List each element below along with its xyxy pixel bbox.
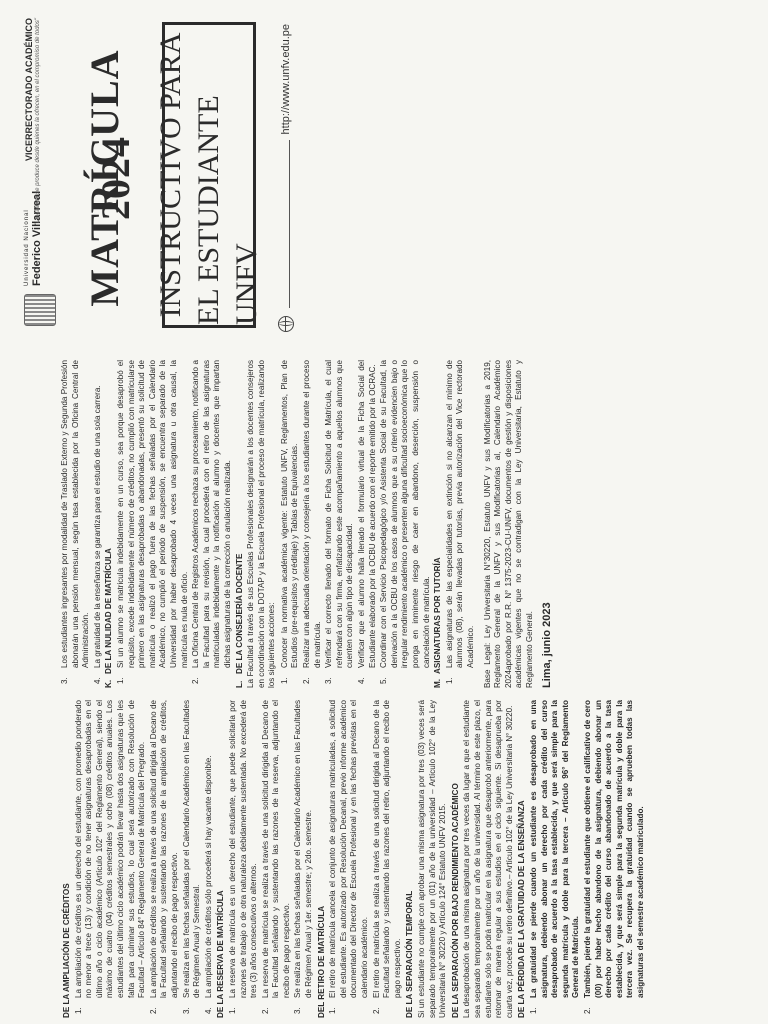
- list-item: 1. Las asignaturas de las especialidades en extinción si no alcanzan el mínimo de alumnos (08), serán llevadas por tutorías, previa autorización del Vice rectorado Académico.: [444, 360, 475, 684]
- instructivo-title-box: [154, 22, 263, 328]
- section-title: K. DE LA NULIDAD DE MATRÍCULA: [104, 548, 114, 688]
- title-box-line: INSTRUCTIVO PARA: [154, 32, 187, 318]
- page-title: MATRÍCULA 2024: [82, 49, 138, 307]
- list-item: 2. Realizar una adecuada orientación y consejería a los estudiantes durante el proceso de matrícula.: [302, 360, 322, 684]
- base-legal: Base Legal: Ley Universitaria N°30220, Estatuto UNFV y sus Modificatorias a 2019, Reglamento General de la UNFV y sus Modificatorias al, Calendario Académico 2024aprobado por R.R. N° 1375-2023-CU-UNFV, documentos de gestión y disposiciones académicas vigentes que no se contradigan con la Ley Universitaria, Estatuto y Reglamento General.: [482, 360, 534, 688]
- list-item: 2. La Oficina Central de Registros Académicos rechaza su procesamiento, notificando a la Facultad para su revisión, la cual procederá con el retiro de las asignaturas matriculadas indebidamente y la notificación al alumno y docentes que impartan dichas asignaturas de la corrección o anulación realizada.: [191, 360, 232, 684]
- website-row: [278, 24, 294, 332]
- list-item: 4. Verificar que el alumno halla llenado el formulario virtual de la Ficha Social del Estudiante elaborado por la OCBU de acuerdo con el reporte emitido por la OCRAC.: [357, 360, 377, 684]
- list-item: 1. La reserva de matrícula es un derecho del estudiante, que puede solicitarla por razones de trabajo o de otra naturaleza debidamente sustentada. No excederá de tres (3) años consecutivos o alternos.: [227, 700, 259, 1014]
- vicerrectorado-slogan: "La calidad se produce desde quienes la ofrecen, en el compromiso de todos": [34, 18, 41, 226]
- university-brand: Federico Villarreal: [31, 190, 43, 286]
- section-title: DE LA AMPLIACIÓN DE CRÉDITOS: [62, 883, 71, 1018]
- vicerrectorado-block: [24, 18, 42, 225]
- university-line: Universidad Nacional: [24, 209, 30, 286]
- section-title: L. DE LA CONSEJERÍA DOCENTE: [234, 553, 244, 688]
- list-item: 3. Los estudiantes ingresantes por modalidad de Traslado Externo y Segunda Profesión abonarán una pensión mensual, según tasa establecida por la Oficina Central de Administración.: [60, 360, 91, 684]
- list-item: 1. El retiro de matrícula cancela el conjunto de asignaturas matriculadas, a solicitud del estudiante. Es autorizado por Resolución Decanal, previo informe académico documentado del Director de Escuela Profesional y en las fechas previstas en el calendario académico.: [328, 700, 370, 1014]
- list-item: 4. La gratuidad de la enseñanza se garantiza para el estudio de una sola carrera.: [92, 385, 102, 684]
- section-title: DE LA RESERVA DE MATRÍCULA: [216, 890, 226, 1018]
- list-item: 2. También, pierde la gratuidad el estudiante que obtiene el calificativo de cero (00) por haber hecho abandono de la asignatura, debiendo abonar un derecho por cada crédito del curso abandonado de acuerdo a la tasa establecida, y que será simple para la segunda matrícula y doble para la tercera vez. Se recupera la gratuidad cuando se aprueben todas las asignaturas del semestre académico matriculado.: [582, 700, 645, 1014]
- list-item: 3. Se realiza en las fechas señaladas por el Calendario Académico en las Facultades de Régimen Anual y 1er. semestre; y 2do. semestre.: [293, 700, 314, 1014]
- document-date: Lima, junio 2023: [540, 602, 553, 688]
- list-item: 2. La reserva de matrícula se realiza a través de una solicitud dirigida al Decano de la Facultad señalando y sustentando las razones de la reserva, adjuntando el recibo de pago respectivo.: [260, 700, 291, 1014]
- list-item: 3. Verificar el correcto llenado del formato de Ficha Solicitud de Matrícula, el cual refrendará con su firma, enfatizando este acompañamiento a aquellos alumnos que cuenten con algún tipo de discapacidad.: [324, 360, 355, 684]
- cover-panel: [0, 8, 768, 348]
- vicerrectorado-title: VICERRECTORADO ACADÉMICO: [24, 18, 34, 162]
- list-item: 2. El retiro de matrícula se realiza a través de una solicitud dirigida al Decano de la Facultad señalando y sustentando las razones del retiro, adjuntando el recibo de pago respectivo.: [371, 700, 402, 1014]
- section-title: DE LA SEPARACIÓN TEMPORAL: [405, 890, 415, 1018]
- list-item: 1. Conocer la normativa académica vigente: Estatuto UNFV, Reglamentos, Plan de Estudios (pre-requisitos y créditaje) y Tablas de Equivalencias.: [279, 360, 300, 684]
- university-logo: [24, 294, 56, 326]
- list-item: 1. La ampliación de créditos es un derecho del estudiante, con promedio ponderado no menor a trece (13) y condición de no tener asignaturas desaprobadas en el último año o ciclo académico (Artículo 102° del Reglamento General), siendo el máximo de cuatro (04) créditos semestrales y ocho (08) créditos anuales. Los estudiantes del último ciclo académico podrán llevar hasta dos asignaturas que les falta para culminar sus estudios, lo cual será autorizado con Resolución de Facultad – Artículo 84° Reglamento General de Matrícula del Pregrado.: [73, 700, 147, 1014]
- section-title: DE LA PÉRDIDA DE LA GRATUIDAD DE LA ENSEÑANZA: [517, 800, 527, 1018]
- list-item: 2. La ampliación de créditos se realiza a través de una solicitud dirigida al Decano de la Facultad señalando y sustentando las razones de la ampliación de créditos, adjuntando el recibo de pago respectivo.: [148, 700, 179, 1014]
- title-box-line: EL ESTUDIANTE UNFV: [192, 95, 263, 325]
- divider: [283, 140, 290, 308]
- paragraph: La desaprobación de una misma asignatura por tres veces da lugar a que el estudiante sea separado temporalmente por un año de la universidad. Al término de este plazo, el estudiante sólo se podrá matricular en la asignatura que desaprobó anteriormente, para retornar de manera regular a sus estudios en el ciclo siguiente. Si desaprueba por cuarta vez, procede su retiro definitivo.– Artículo 102° de la Ley Universitaria N° 30220.: [462, 700, 514, 1018]
- globe-icon: [278, 316, 294, 332]
- paragraph: Si un estudiante no cumple con aprobar una misma asignatura por tres (03) veces será separado temporalmente por un (01) año de la universidad – Artículo 102° de la Ley Universitaria N° 30220 y Artículo 124° Estatuto UNFV 2015.: [417, 700, 448, 1018]
- column-left: [60, 700, 748, 1018]
- list-item: 1. Si un alumno se matricula indebidamente en un curso, sea porque desaprobó el requisito, excede indebidamente el número de créditos, no cumplió con matricularse primero en las asignaturas desaprobadas o abandonadas, presentó su solicitud de matrícula o realizó el pago fuera de las fechas señaladas por el Calendario Académico, no cumplió el periodo de suspensión, se encuentra separado de la Universidad por haber desaprobado 4 veces una asignatura u otra causal, la matrícula es nula de oficio.: [115, 360, 189, 684]
- paragraph: La Facultad a través de sus Escuelas Profesionales designarán a los docentes consejeros en coordinación con la DOTAP y la Escuela Profesional el proceso de matrícula, realizando los siguientes acciones:: [246, 360, 277, 688]
- list-item: 4. La ampliación de créditos sólo procederá si hay vacante disponible.: [203, 755, 213, 1014]
- column-middle: [60, 360, 748, 688]
- website-link[interactable]: http://www.unfv.edu.pe: [279, 24, 292, 135]
- section-title: M. ASIGNATURAS POR TUTORÍA: [433, 557, 443, 688]
- list-item: 5. Coordinar con el Servicio Psicopedagógico y/o Asistenta Social de su Facultad, la derivación a la OCBU de los casos de alumnos que a su criterio evidencien bajo o irregular rendimiento académico o presenten alguna dificultad socioeconómica que lo ponga en inminente riesgo de caer en abandono, deserción, suspensión o cancelación de matrícula.: [379, 360, 431, 684]
- section-title: DE LA SEPARACIÓN POR BAJO RENDIMIENTO ACADÉMICO: [450, 783, 460, 1018]
- list-item: 1. La gratuidad se pierde cuando un estudiante es desaprobado en una asignatura, debiendo abonar un derecho por cada crédito del curso desaprobado de acuerdo a la tasa establecida, y que será simple para la segunda matrícula y doble para la tercera – Artículo 96° del Reglamento General de Matrícula.: [528, 700, 581, 1014]
- section-title: DEL RETIRO DE MATRÍCULA: [316, 905, 326, 1018]
- list-item: 3. Se realiza en las fechas señaladas por el Calendario Académico en las Facultades de Régimen Anual y Semestral.: [181, 700, 202, 1014]
